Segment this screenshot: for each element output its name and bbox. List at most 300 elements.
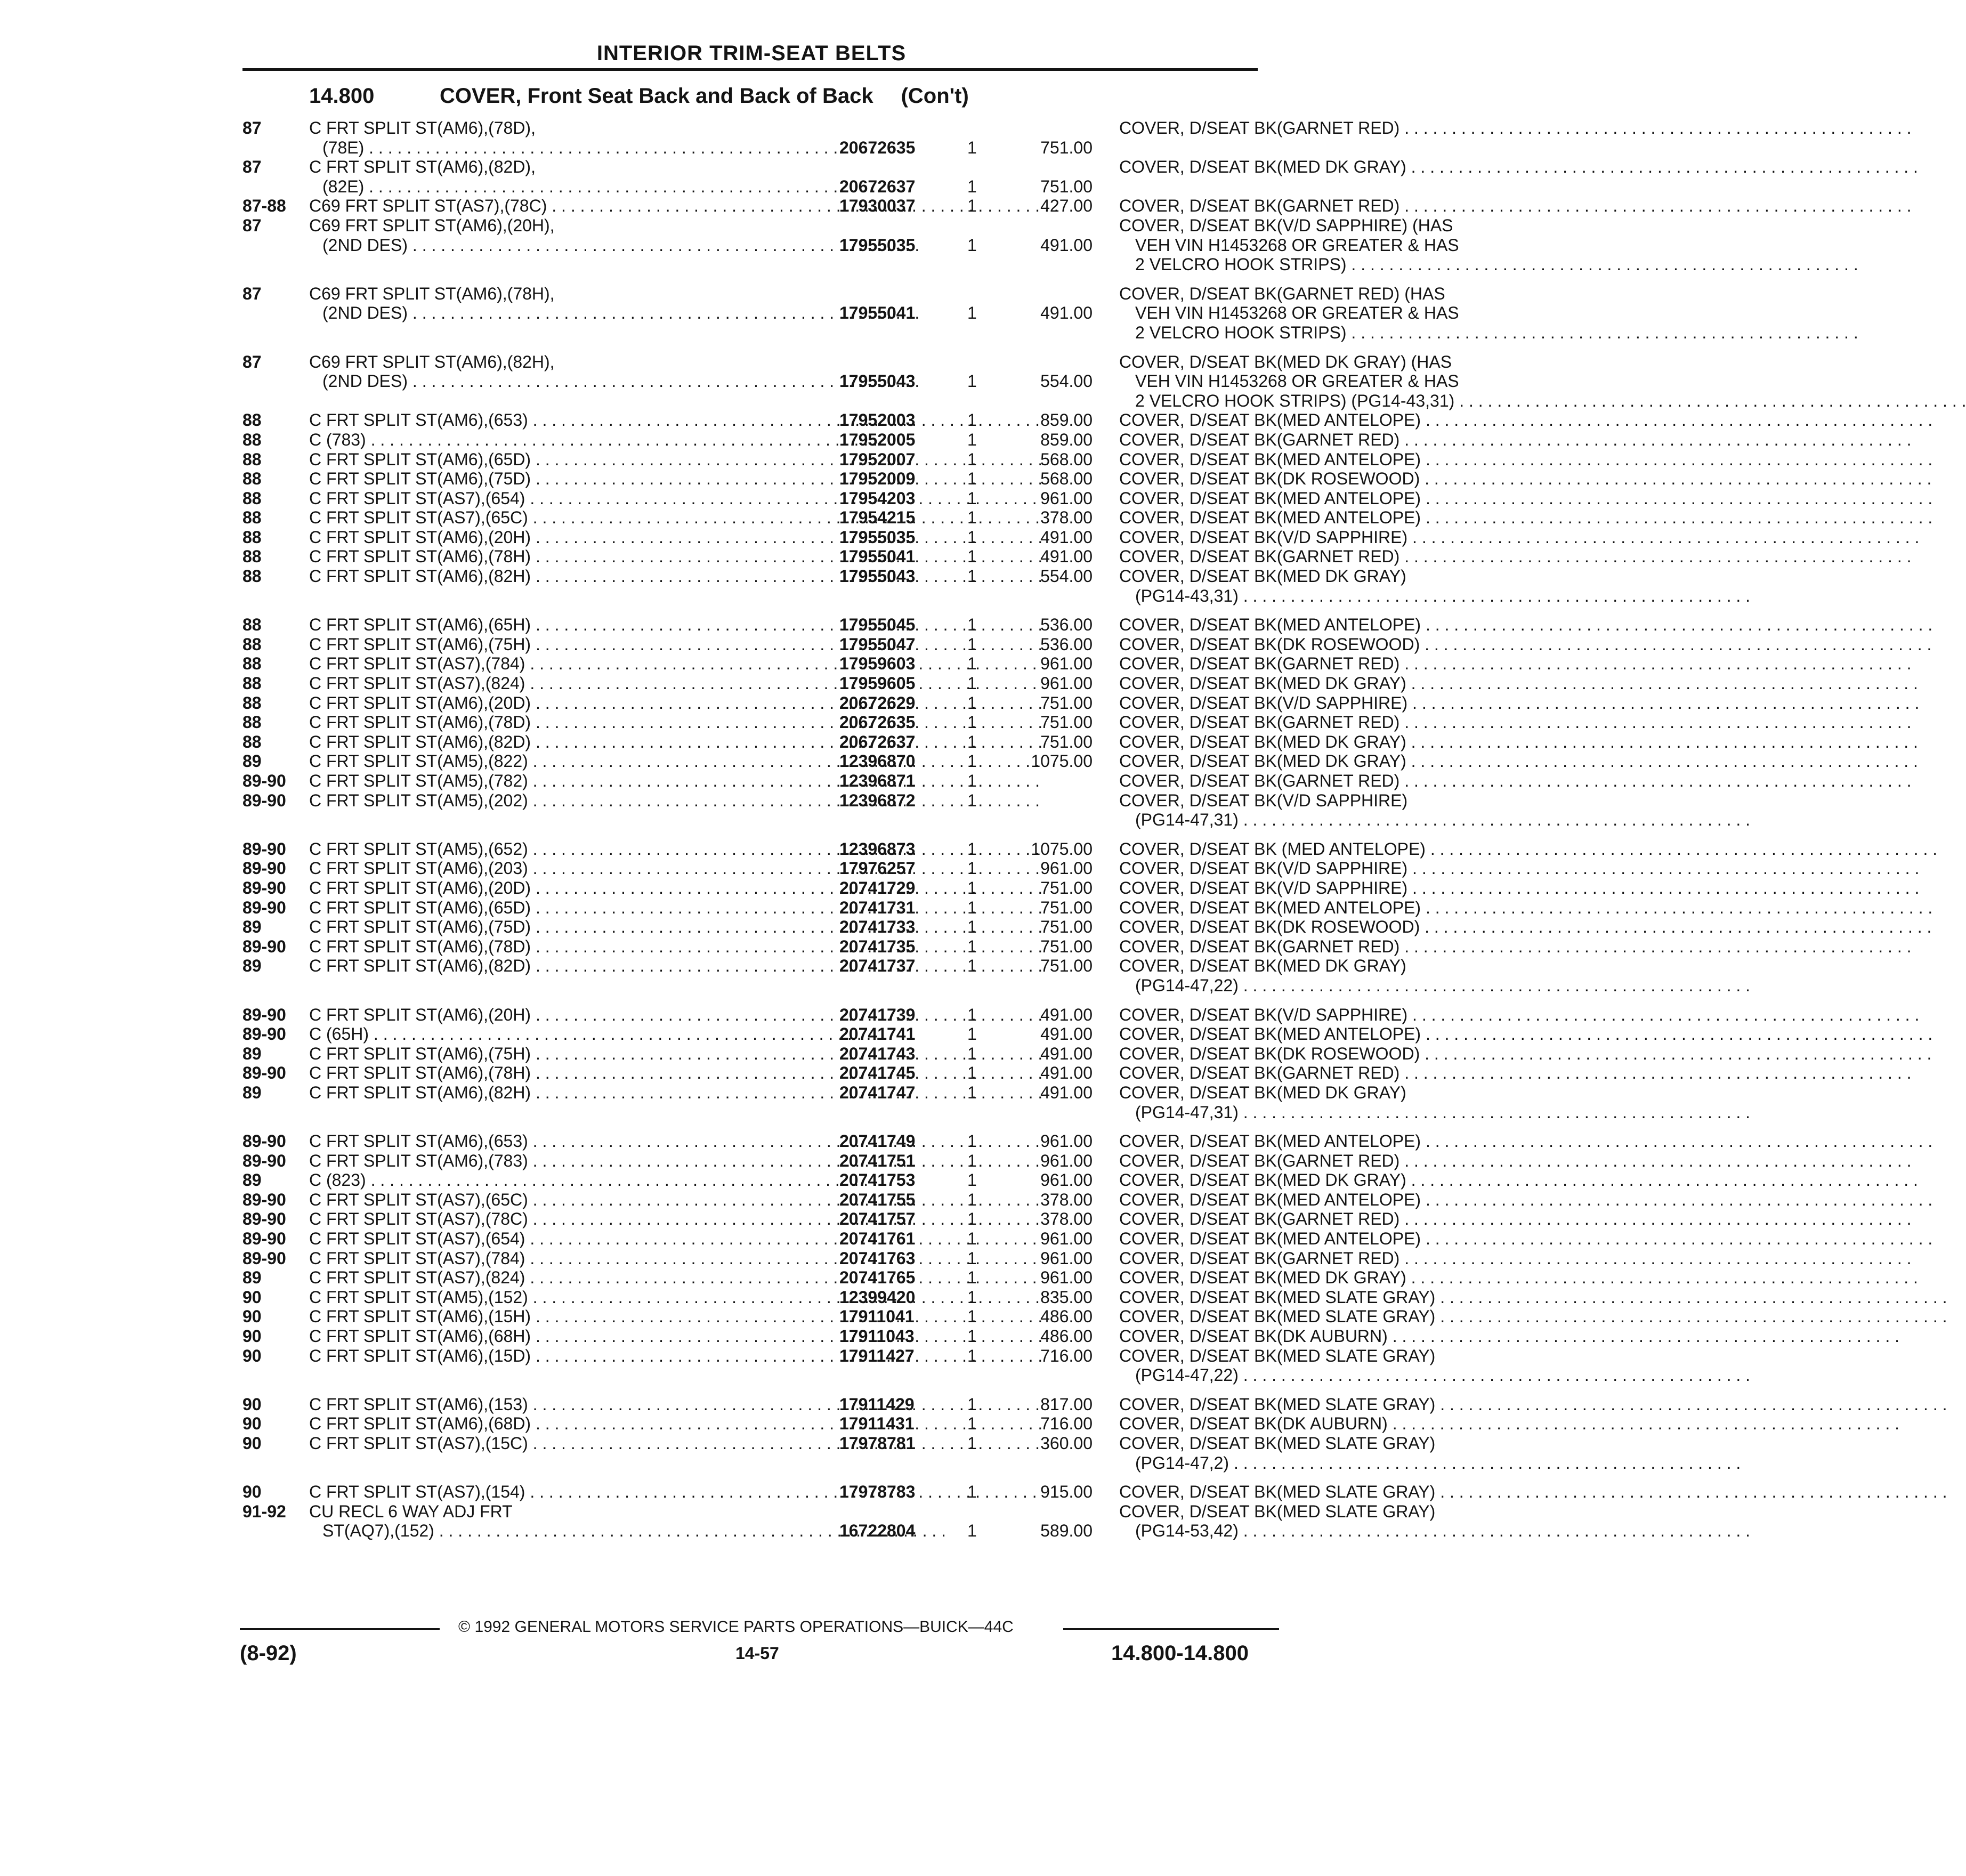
price: 961.00 <box>1040 488 1093 508</box>
table-row <box>242 751 1406 771</box>
quantity: 1 <box>967 936 977 956</box>
part-note: (PG14-47,31) . . . <box>1135 1103 1508 1122</box>
price: 554.00 <box>1040 567 1093 586</box>
part-note: COVER, D/SEAT BK(GARNET RED) . . . <box>1119 1209 1508 1229</box>
price: 961.00 <box>1040 1248 1093 1268</box>
table-row <box>242 1482 1436 1502</box>
price: 716.00 <box>1040 1414 1093 1434</box>
table-row-line <box>242 449 1421 470</box>
part-number: 17955043 <box>839 371 916 391</box>
part-description: C FRT SPLIT ST(AM6),(68H) . . . <box>309 1327 837 1346</box>
part-description: C FRT SPLIT ST(AM5),(652) . . . <box>309 839 837 859</box>
model-year: 89-90 <box>242 771 286 790</box>
table-row <box>242 634 1420 654</box>
table-row-line <box>242 1103 1266 1122</box>
price: 751.00 <box>1040 176 1093 196</box>
table-row <box>242 897 1421 918</box>
model-year: 87 <box>242 352 262 371</box>
model-year: 88 <box>242 508 262 528</box>
part-number: 17911427 <box>839 1346 915 1365</box>
table-row-line <box>242 508 1421 528</box>
part-note: (PG14-47,22) . . . <box>1135 1365 1508 1385</box>
part-number: 17959603 <box>839 654 916 674</box>
part-note: COVER, D/SEAT BK(MED ANTELOPE) . . . <box>1119 1229 1508 1249</box>
part-description: C (823) . . . <box>309 1170 837 1190</box>
part-note: COVER, D/SEAT BK(MED ANTELOPE) . . . <box>1119 898 1508 918</box>
part-number: 17952007 <box>839 449 916 469</box>
part-note: COVER, D/SEAT BK(V/D SAPPHIRE) . . . <box>1119 859 1508 878</box>
model-year: 87-88 <box>242 196 286 216</box>
model-year: 88 <box>242 634 262 654</box>
header-rule <box>242 68 1258 71</box>
table-row-line <box>242 713 1400 732</box>
quantity: 1 <box>967 674 977 693</box>
quantity: 1 <box>967 1131 977 1151</box>
part-number: 17955043 <box>839 567 916 586</box>
part-number: 17955035 <box>839 527 916 547</box>
part-note: COVER, D/SEAT BK(MED SLATE GRAY) . . . <box>1119 1288 1508 1307</box>
part-description: C FRT SPLIT ST(AM6),(65H) . . . <box>309 615 837 635</box>
table-row <box>242 449 1421 470</box>
model-year: 89 <box>242 956 262 976</box>
quantity: 1 <box>967 693 977 713</box>
part-description: C FRT SPLIT ST(AS7),(654) . . . <box>309 1229 837 1249</box>
part-description: C FRT SPLIT ST(AM6),(20D) . . . <box>309 693 837 713</box>
table-row <box>242 410 1421 430</box>
table-row <box>242 1307 1436 1327</box>
table-row <box>242 1170 1406 1190</box>
model-year: 88 <box>242 693 262 713</box>
quantity: 1 <box>967 713 977 732</box>
quantity: 1 <box>967 449 977 469</box>
part-note: COVER, D/SEAT BK(GARNET RED) . . . <box>1119 196 1508 216</box>
part-number: 12399420 <box>839 1287 916 1307</box>
model-year: 89-90 <box>242 859 286 878</box>
part-number: 20741737 <box>839 956 916 976</box>
table-row-line <box>242 177 1266 197</box>
table-row <box>242 1287 1436 1307</box>
model-year: 88 <box>242 567 262 586</box>
part-description: C FRT SPLIT ST(AM6),(75D) . . . <box>309 469 837 489</box>
table-row <box>242 771 1400 791</box>
table-row-line <box>242 284 1445 304</box>
part-description: C FRT SPLIT ST(AM6),(82D), <box>309 157 536 177</box>
footer-date: (8-92) <box>240 1642 297 1665</box>
part-description: C FRT SPLIT ST(AM6),(78D), <box>309 118 536 138</box>
table-row-line <box>242 1063 1400 1083</box>
quantity: 1 <box>967 410 977 430</box>
price: 1075.00 <box>1031 839 1093 859</box>
part-number: 17911429 <box>839 1394 915 1414</box>
part-number: 20741747 <box>839 1082 916 1102</box>
model-year: 89-90 <box>242 1190 286 1209</box>
table-row-line <box>242 693 1408 713</box>
table-row-line <box>242 1327 1388 1346</box>
quantity: 1 <box>967 1268 977 1288</box>
table-row-line <box>242 157 1406 177</box>
table-row-line <box>242 1434 1436 1453</box>
price: 961.00 <box>1040 1131 1093 1151</box>
part-description: C FRT SPLIT ST(AM6),(78D) . . . <box>309 937 837 957</box>
model-year: 90 <box>242 1434 262 1453</box>
table-row <box>242 859 1408 878</box>
part-number: 17952009 <box>839 469 916 489</box>
part-description: C FRT SPLIT ST(AS7),(65C) . . . <box>309 1190 837 1210</box>
price: 491.00 <box>1040 303 1093 323</box>
table-row <box>242 654 1400 674</box>
model-year: 89-90 <box>242 839 286 859</box>
part-number: 20741757 <box>839 1209 916 1229</box>
table-row <box>242 1190 1421 1210</box>
part-description: C69 FRT SPLIT ST(AM6),(78H), <box>309 284 555 303</box>
part-note: COVER, D/SEAT BK(MED SLATE GRAY) . . . <box>1119 1395 1508 1414</box>
quantity: 1 <box>967 1346 977 1365</box>
part-description: C FRT SPLIT ST(AM6),(75D) . . . <box>309 917 837 937</box>
quantity: 1 <box>967 1044 977 1063</box>
quantity: 1 <box>967 1307 977 1327</box>
part-note: COVER, D/SEAT BK(MED DK GRAY) . . . <box>1119 674 1508 693</box>
price: 491.00 <box>1040 527 1093 547</box>
part-number: 12396870 <box>839 751 916 771</box>
table-row-line <box>242 1082 1406 1103</box>
part-description: C FRT SPLIT ST(AM6),(78D) . . . <box>309 713 837 732</box>
part-note: COVER, D/SEAT BK(MED ANTELOPE) . . . <box>1119 450 1508 470</box>
model-year: 89 <box>242 751 262 771</box>
quantity: 1 <box>967 176 977 196</box>
quantity: 1 <box>967 371 977 391</box>
price: 491.00 <box>1040 1063 1093 1083</box>
table-row <box>242 488 1421 508</box>
model-year: 89 <box>242 1082 262 1102</box>
quantity: 1 <box>967 138 977 157</box>
part-note: VEH VIN H1453268 OR GREATER & HAS <box>1135 371 1459 391</box>
part-description: C FRT SPLIT ST(AS7),(15C) . . . <box>309 1434 837 1453</box>
part-number: 20741755 <box>839 1190 916 1209</box>
quantity: 1 <box>967 634 977 654</box>
price: 835.00 <box>1040 1287 1093 1307</box>
model-year: 90 <box>242 1287 262 1307</box>
price: 751.00 <box>1040 138 1093 157</box>
footer-copyright: © 1992 GENERAL MOTORS SERVICE PARTS OPERATIONS—BUICK—44C <box>458 1618 1014 1636</box>
table-row-line <box>242 235 1459 255</box>
part-note: COVER, D/SEAT BK(GARNET RED) . . . <box>1119 118 1508 138</box>
table-row-line <box>242 732 1406 752</box>
table-row <box>242 469 1420 489</box>
price: 427.00 <box>1040 196 1093 216</box>
part-number: 12396871 <box>839 771 916 790</box>
table-row-line <box>242 1131 1421 1151</box>
table-row-line <box>242 1501 1436 1522</box>
table-row <box>242 674 1406 693</box>
part-description: ST(AQ7),(152) . . . <box>322 1521 837 1541</box>
part-note: COVER, D/SEAT BK(MED DK GRAY) <box>1119 567 1406 586</box>
part-number: 20741735 <box>839 936 916 956</box>
table-row-line <box>242 1453 1266 1473</box>
price: 716.00 <box>1040 1346 1093 1365</box>
part-description: C FRT SPLIT ST(AM6),(78H) . . . <box>309 547 837 567</box>
part-description: C FRT SPLIT ST(AM5),(202) . . . <box>309 791 837 811</box>
part-description: C FRT SPLIT ST(AS7),(154) . . . <box>309 1482 837 1502</box>
part-number: 20741749 <box>839 1131 916 1151</box>
part-note: COVER, D/SEAT BK(DK AUBURN) . . . <box>1119 1414 1508 1434</box>
model-year: 89-90 <box>242 1005 286 1024</box>
model-year: 88 <box>242 654 262 674</box>
part-description: C FRT SPLIT ST(AS7),(824) . . . <box>309 1268 837 1288</box>
table-row-line <box>242 1151 1400 1171</box>
table-row <box>242 547 1400 567</box>
table-row-line <box>242 1044 1420 1064</box>
part-number: 20741753 <box>839 1170 916 1190</box>
table-row <box>242 936 1400 957</box>
part-note: COVER, D/SEAT BK(DK ROSEWOOD) . . . <box>1119 917 1508 937</box>
table-row <box>242 956 1406 995</box>
price: 589.00 <box>1040 1521 1093 1541</box>
price: 486.00 <box>1040 1307 1093 1327</box>
part-note: COVER, D/SEAT BK(MED DK GRAY) <box>1119 956 1406 976</box>
part-description: C FRT SPLIT ST(AM5),(782) . . . <box>309 771 837 791</box>
part-note: 2 VELCRO HOOK STRIPS) . . . <box>1135 255 1508 274</box>
part-number: 17978781 <box>839 1434 916 1453</box>
price: 554.00 <box>1040 371 1093 391</box>
quantity: 1 <box>967 430 977 449</box>
price: 568.00 <box>1040 449 1093 469</box>
quantity: 1 <box>967 1209 977 1229</box>
part-note: COVER, D/SEAT BK(GARNET RED) . . . <box>1119 771 1508 791</box>
table-row-line <box>242 410 1421 430</box>
part-note: COVER, D/SEAT BK(MED DK GRAY) . . . <box>1119 157 1508 177</box>
table-row-line <box>242 654 1400 674</box>
part-note: COVER, D/SEAT BK(V/D SAPPHIRE) (HAS <box>1119 215 1453 235</box>
table-row-line <box>242 567 1406 586</box>
table-row <box>242 1024 1421 1044</box>
table-row <box>242 1229 1421 1249</box>
price: 961.00 <box>1040 1170 1093 1190</box>
part-description: C FRT SPLIT ST(AS7),(784) . . . <box>309 1249 837 1268</box>
table-row <box>242 1131 1421 1151</box>
part-number: 20741743 <box>839 1044 916 1063</box>
part-number: 17955045 <box>839 615 916 635</box>
part-note: COVER, D/SEAT BK(DK ROSEWOOD) . . . <box>1119 1044 1508 1064</box>
quantity: 1 <box>967 654 977 674</box>
part-note: 2 VELCRO HOOK STRIPS) . . . <box>1135 323 1508 343</box>
part-note: COVER, D/SEAT BK(DK AUBURN) . . . <box>1119 1327 1508 1346</box>
table-row-line <box>242 1365 1266 1385</box>
part-description: (2ND DES) . . . <box>322 236 837 255</box>
part-note: COVER, D/SEAT BK(V/D SAPPHIRE) . . . <box>1119 693 1508 713</box>
part-description: C FRT SPLIT ST(AM6),(75H) . . . <box>309 1044 837 1064</box>
part-note: (PG14-47,31) . . . <box>1135 810 1508 830</box>
price: 961.00 <box>1040 674 1093 693</box>
table-row <box>242 1434 1436 1473</box>
part-number: 17911043 <box>839 1327 915 1346</box>
part-number: 17952005 <box>839 430 916 449</box>
price: 751.00 <box>1040 956 1093 976</box>
part-description: C FRT SPLIT ST(AM6),(82H) . . . <box>309 1083 837 1103</box>
page-header-title: INTERIOR TRIM-SEAT BELTS <box>596 42 907 65</box>
part-description: CU RECL 6 WAY ADJ FRT <box>309 1501 513 1521</box>
section-continued: (Con't) <box>901 84 969 108</box>
part-description: C FRT SPLIT ST(AM6),(15D) . . . <box>309 1346 837 1366</box>
part-description: C FRT SPLIT ST(AS7),(654) . . . <box>309 489 837 508</box>
footer-page-number: 14-57 <box>735 1644 779 1663</box>
table-row-line <box>242 897 1421 918</box>
part-description: C FRT SPLIT ST(AM6),(20H) . . . <box>309 528 837 547</box>
table-row-line <box>242 976 1266 996</box>
quantity: 1 <box>967 1482 977 1502</box>
table-row-line <box>242 547 1400 567</box>
footer-section-range: 14.800-14.800 <box>1111 1642 1249 1665</box>
part-note: COVER, D/SEAT BK(MED DK GRAY) . . . <box>1119 751 1508 771</box>
quantity: 1 <box>967 751 977 771</box>
part-description: C FRT SPLIT ST(AS7),(784) . . . <box>309 654 837 674</box>
part-description: (2ND DES) . . . <box>322 303 837 323</box>
part-number: 17954203 <box>839 488 916 508</box>
table-row-line <box>242 936 1400 957</box>
parts-table <box>242 118 1459 1541</box>
table-row <box>242 118 1400 157</box>
part-number: 20672629 <box>839 693 916 713</box>
part-note: COVER, D/SEAT BK(V/D SAPPHIRE) <box>1119 790 1408 810</box>
part-number: 12396873 <box>839 839 916 859</box>
table-row <box>242 917 1420 937</box>
table-row-line <box>242 1190 1421 1210</box>
part-description: C FRT SPLIT ST(AS7),(65C) . . . <box>309 508 837 528</box>
quantity: 1 <box>967 508 977 528</box>
model-year: 89 <box>242 1268 262 1288</box>
part-number: 20672635 <box>839 713 916 732</box>
section-heading <box>309 84 969 108</box>
part-number: 20741745 <box>839 1063 916 1083</box>
part-note: COVER, D/SEAT BK(MED SLATE GRAY) <box>1119 1434 1436 1453</box>
table-row <box>242 215 1459 274</box>
price: 378.00 <box>1040 508 1093 528</box>
part-number: 17955047 <box>839 634 916 654</box>
table-row-line <box>242 430 1400 450</box>
part-number: 17976257 <box>839 859 916 878</box>
table-row-line <box>242 1170 1406 1190</box>
table-row <box>242 790 1408 830</box>
table-row <box>242 1005 1408 1025</box>
model-year: 89 <box>242 917 262 937</box>
part-description: C FRT SPLIT ST(AM6),(653) . . . <box>309 1131 837 1151</box>
table-row-line <box>242 956 1406 976</box>
part-description: C FRT SPLIT ST(AM6),(68D) . . . <box>309 1414 837 1434</box>
table-row-line <box>242 1268 1406 1288</box>
part-description: (78E) . . . <box>322 138 837 158</box>
model-year: 88 <box>242 674 262 693</box>
model-year: 89-90 <box>242 897 286 917</box>
model-year: 89-90 <box>242 1229 286 1249</box>
table-row-line <box>242 138 1266 158</box>
table-row-line <box>242 586 1266 606</box>
table-row-line <box>242 1307 1436 1327</box>
table-row-line <box>242 215 1453 236</box>
price: 360.00 <box>1040 1434 1093 1453</box>
table-row-line <box>242 674 1406 693</box>
price: 751.00 <box>1040 878 1093 897</box>
price: 491.00 <box>1040 1005 1093 1024</box>
part-note: COVER, D/SEAT BK(GARNET RED) (HAS <box>1119 284 1445 303</box>
part-number: 20741731 <box>839 897 916 917</box>
part-note: COVER, D/SEAT BK(MED ANTELOPE) . . . <box>1119 615 1508 635</box>
table-row-line <box>242 878 1408 898</box>
quantity: 1 <box>967 897 977 917</box>
part-description: C FRT SPLIT ST(AM6),(153) . . . <box>309 1395 837 1414</box>
part-description: (82E) . . . <box>322 177 837 197</box>
part-description: C FRT SPLIT ST(AM6),(78H) . . . <box>309 1063 837 1083</box>
quantity: 1 <box>967 1190 977 1209</box>
quantity: 1 <box>967 547 977 567</box>
part-description: C FRT SPLIT ST(AM6),(82H) . . . <box>309 567 837 586</box>
part-description: C FRT SPLIT ST(AM6),(203) . . . <box>309 859 837 878</box>
quantity: 1 <box>967 1005 977 1024</box>
part-number: 20741739 <box>839 1005 916 1024</box>
part-note: COVER, D/SEAT BK(GARNET RED) . . . <box>1119 654 1508 674</box>
part-number: 17955035 <box>839 235 916 255</box>
price: 751.00 <box>1040 917 1093 937</box>
model-year: 87 <box>242 118 262 138</box>
table-row-line <box>242 1346 1436 1366</box>
quantity: 1 <box>967 1082 977 1102</box>
part-note: COVER, D/SEAT BK(V/D SAPPHIRE) . . . <box>1119 1005 1508 1025</box>
table-row-line <box>242 615 1421 635</box>
price: 486.00 <box>1040 1327 1093 1346</box>
table-row <box>242 615 1421 635</box>
table-row <box>242 1063 1400 1083</box>
quantity: 1 <box>967 1229 977 1249</box>
part-note: COVER, D/SEAT BK(V/D SAPPHIRE) . . . <box>1119 528 1508 547</box>
part-note: VEH VIN H1453268 OR GREATER & HAS <box>1135 235 1459 255</box>
table-row <box>242 157 1406 196</box>
part-description: C FRT SPLIT ST(AM6),(20H) . . . <box>309 1005 837 1025</box>
table-row <box>242 430 1400 450</box>
part-note: COVER, D/SEAT BK(DK ROSEWOOD) . . . <box>1119 635 1508 654</box>
model-year: 90 <box>242 1346 262 1365</box>
price: 568.00 <box>1040 469 1093 489</box>
quantity: 1 <box>967 1327 977 1346</box>
quantity: 1 <box>967 615 977 635</box>
part-note: COVER, D/SEAT BK(MED SLATE GRAY) . . . <box>1119 1482 1508 1502</box>
part-number: 20741763 <box>839 1248 916 1268</box>
part-note: COVER, D/SEAT BK(GARNET RED) . . . <box>1119 937 1508 957</box>
quantity: 1 <box>967 488 977 508</box>
part-number: 20672637 <box>839 176 916 196</box>
part-number: 17978783 <box>839 1482 916 1502</box>
model-year: 90 <box>242 1327 262 1346</box>
part-note: COVER, D/SEAT BK(GARNET RED) . . . <box>1119 713 1508 732</box>
part-number: 17911041 <box>839 1307 915 1327</box>
part-number: 17952003 <box>839 410 916 430</box>
model-year: 89-90 <box>242 1063 286 1083</box>
table-row <box>242 1248 1400 1268</box>
table-row-line <box>242 352 1452 372</box>
section-number: 14.800 <box>309 84 375 108</box>
model-year: 91-92 <box>242 1501 286 1521</box>
quantity: 1 <box>967 1248 977 1268</box>
table-row-line <box>242 527 1408 547</box>
model-year: 89-90 <box>242 1024 286 1044</box>
price: 859.00 <box>1040 410 1093 430</box>
quantity: 1 <box>967 1521 977 1541</box>
table-row <box>242 1501 1436 1541</box>
footer-rule-left <box>240 1628 440 1630</box>
quantity: 1 <box>967 732 977 751</box>
price: 536.00 <box>1040 634 1093 654</box>
part-note: COVER, D/SEAT BK(MED DK GRAY) <box>1119 1082 1406 1102</box>
model-year: 87 <box>242 284 262 303</box>
table-row <box>242 1082 1406 1122</box>
price: 491.00 <box>1040 1044 1093 1063</box>
